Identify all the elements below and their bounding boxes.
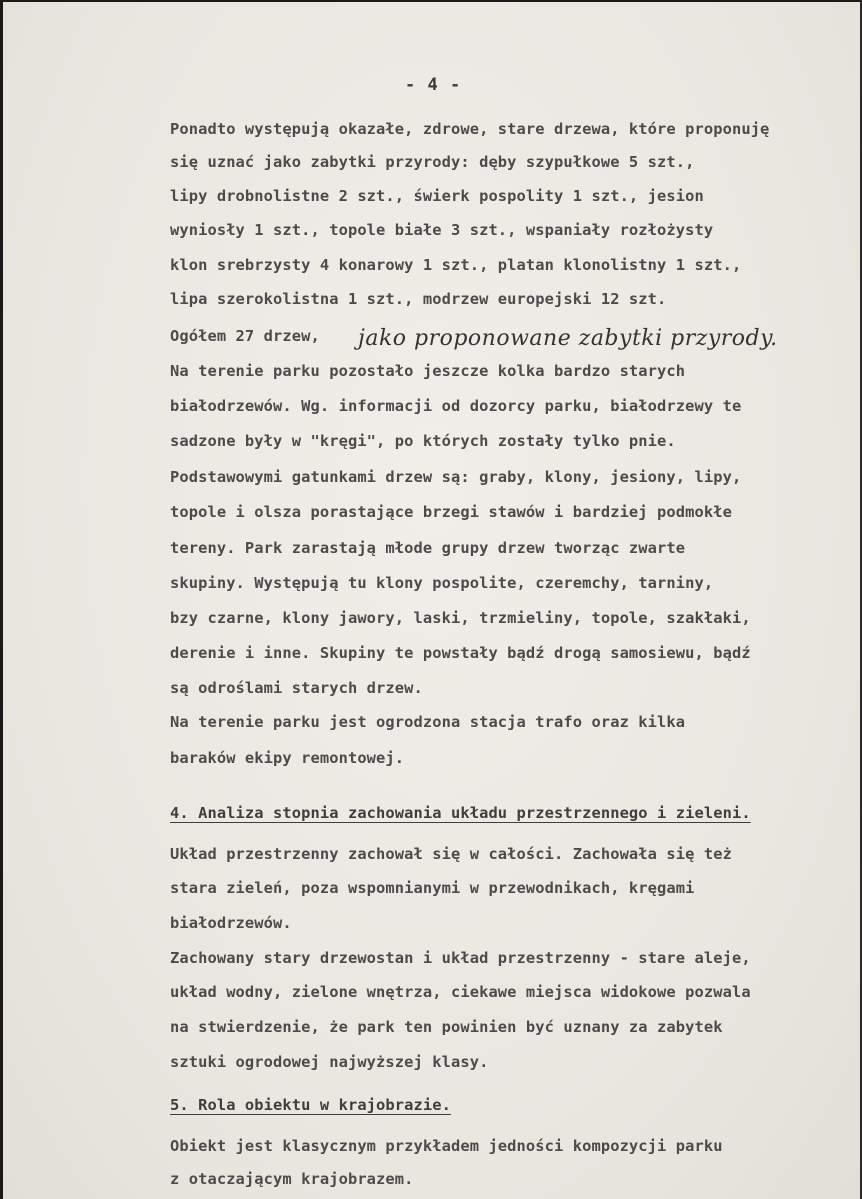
text-line: klon srebrzysty 4 konarowy 1 szt., platan klonolistny 1 szt., [170,256,742,274]
text-line: Na terenie parku jest ogrodzona stacja trafo oraz kilka [170,713,686,731]
section-heading: 4. Analiza stopnia zachowania układu przestrzennego i zieleni. [170,804,751,822]
handwritten-annotation: jako proponowane zabytki przyrody. [358,326,778,351]
text-line: Ponadto występują okazałe, zdrowe, stare drzewa, które proponuję [170,120,770,138]
text-line: topole i olsza porastające brzegi stawów i bardziej podmokłe [170,503,732,521]
text-line: Obiekt jest klasycznym przykładem jedności kompozycji parku [170,1137,723,1155]
text-line: stara zieleń, poza wspomnianymi w przewodnikach, kręgami [170,879,695,897]
text-line: baraków ekipy remontowej. [170,749,405,767]
text-line: tereny. Park zarastają młode grupy drzew tworząc zwarte [170,539,686,557]
text-line: Podstawowymi gatunkami drzew są: graby, klony, jesiony, lipy, [170,468,742,486]
text-line: z otaczającym krajobrazem. [170,1170,414,1188]
scan-edge-top [0,0,862,2]
text-line: bzy czarne, klony jawory, laski, trzmieliny, topole, szakłaki, [170,609,751,627]
text-line: lipy drobnolistne 2 szt., świerk pospolity 1 szt., jesion [170,187,704,205]
text-line: białodrzewów. Wg. informacji od dozorcy parku, białodrzewy te [170,397,742,415]
text-line: lipa szerokolistna 1 szt., modrzew europejski 12 szt. [170,290,667,308]
text-line: Zachowany stary drzewostan i układ przestrzenny - stare aleje, [170,949,751,967]
text-line: derenie i inne. Skupiny te powstały bądź drogą samosiewu, bądź [170,644,751,662]
text-line: białodrzewów. [170,914,292,932]
text-line: układ wodny, zielone wnętrza, ciekawe miejsca widokowe pozwala [170,983,751,1001]
text-line: Ogółem 27 drzew, [170,327,320,345]
section-heading: 5. Rola obiektu w krajobrazie. [170,1096,451,1114]
scan-edge-left [0,0,3,1199]
text-line: na stwierdzenie, że park ten powinien być uznany za zabytek [170,1018,723,1036]
text-line: skupiny. Występują tu klony pospolite, czeremchy, tarniny, [170,574,714,592]
text-line: wyniosły 1 szt., topole białe 3 szt., wspaniały rozłożysty [170,221,714,239]
text-line: sztuki ogrodowej najwyższej klasy. [170,1053,489,1071]
text-line: Na terenie parku pozostało jeszcze kolka bardzo starych [170,362,686,380]
text-line: się uznać jako zabytki przyrody: dęby szypułkowe 5 szt., [170,153,695,171]
text-line: Układ przestrzenny zachował się w całości. Zachowała się też [170,845,732,863]
page-number: - 4 - [405,75,462,95]
text-line: sadzone były w "kręgi", po których zostały tylko pnie. [170,432,676,450]
text-line: są odroślami starych drzew. [170,679,423,697]
